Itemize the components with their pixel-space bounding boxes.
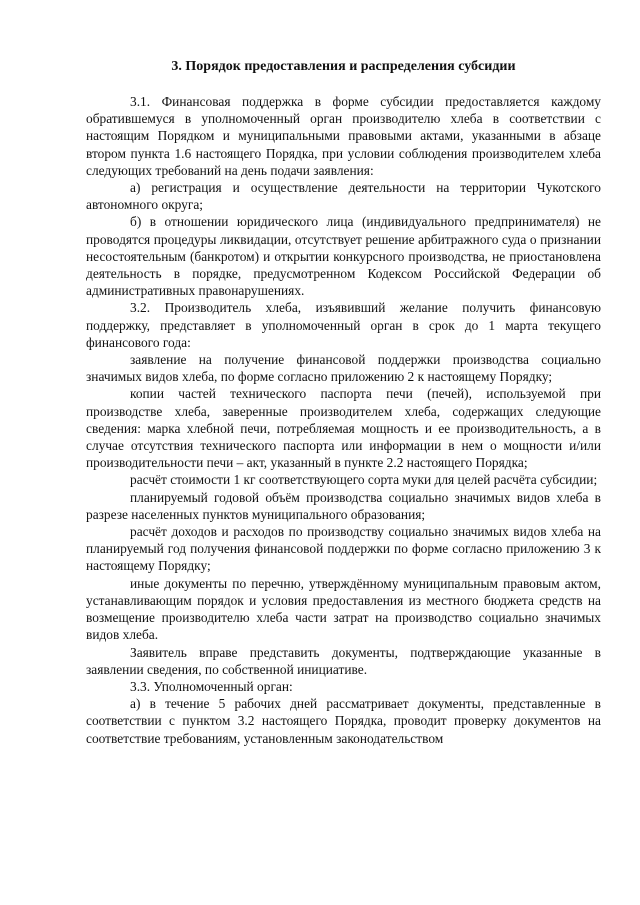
paragraph-3-2-flour-cost: расчёт стоимости 1 кг соответствующего сорта муки для целей расчёта субсидии;: [130, 472, 598, 488]
document-page: [86, 58, 601, 747]
paragraph-3-2-oven-passport: копии частей технического паспорта печи (печей), используемой при производстве хлеба, заверенные производителем хлеба, содержащих следующие сведения: марка хлебной печи, потребляемая мощность и ее производительность, а в случае отсутствия технического паспорта или информации в нем о мощности и/или производительности печи – акт, указанный в пункте 2.2 настоящего Порядка;: [86, 386, 601, 471]
paragraph-3-2: 3.2. Производитель хлеба, изъявивший желание получить финансовую поддержку, представляет в уполномоченный орган в срок до 1 марта текущего финансового года:: [86, 300, 601, 350]
section-heading: 3. Порядок предоставления и распределения субсидии: [171, 59, 516, 74]
paragraph-3-1-a: а) регистрация и осуществление деятельности на территории Чукотского автономного округа;: [86, 180, 601, 213]
paragraph-3-2-annual-volume: планируемый годовой объём производства социально значимых видов хлеба в разрезе населенных пунктов муниципального образования;: [86, 489, 601, 522]
paragraph-3-3: 3.3. Уполномоченный орган:: [130, 678, 293, 694]
paragraph-3-2-other-documents: иные документы по перечню, утверждённому муниципальным правовым актом, устанавливающим порядок и условия предоставления из местного бюджета средств на возмещение производителю хлеба части затрат на производство социально значимых видов хлеба.: [86, 575, 601, 643]
paragraph-3-1-b: б) в отношении юридического лица (индивидуального предпринимателя) не проводятся процедуры ликвидации, отсутствует решение арбитражного суда о признании несостоятельным (банкротом) и открытии конкурсного производства, не приостановлена деятельность в порядке, предусмотренном Кодексом Российской Федерации об административных правонарушениях.: [86, 214, 601, 299]
paragraph-3-2-income-expenses: расчёт доходов и расходов по производству социально значимых видов хлеба на планируемый год получения финансовой поддержки по форме согласно приложению 3 к настоящему Порядку;: [86, 524, 601, 574]
paragraph-3-3-a: а) в течение 5 рабочих дней рассматривает документы, представленные в соответствии с пунктом 3.2 настоящего Порядка, проводит проверку документов на соответствие требованиям, установленным законодательством: [86, 696, 601, 746]
paragraph-applicant-right: Заявитель вправе представить документы, подтверждающие указанные в заявлении сведения, по собственной инициативе.: [86, 644, 601, 677]
paragraph-3-2-application: заявление на получение финансовой поддержки производства социально значимых видов хлеба, по форме согласно приложению 2 к настоящему Порядку;: [86, 352, 601, 385]
paragraph-3-1: 3.1. Финансовая поддержка в форме субсидии предоставляется каждому обратившемуся в уполномоченный орган производителю хлеба в соответствии с настоящим Порядком и муниципальными правовыми актами, указанными в абзаце втором пункта 1.6 настоящего Порядка, при условии соблюдения производителем хлеба следующих требований на день подачи заявления:: [86, 94, 601, 178]
